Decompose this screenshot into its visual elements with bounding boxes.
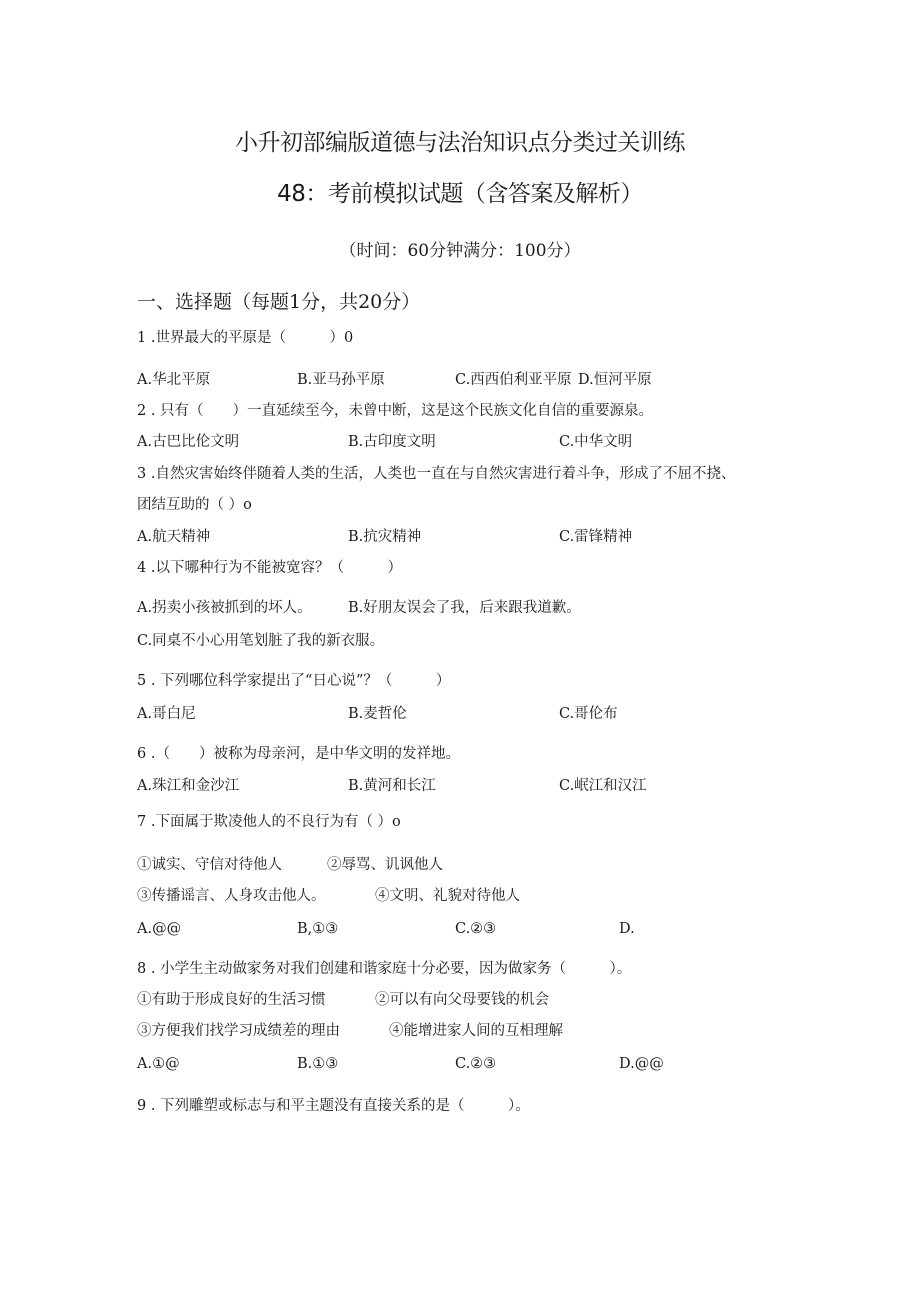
question-4-stem: 4 .以下哪种行为不能被宽容？（ ） <box>137 560 402 576</box>
q1-option-c: C.西西伯利亚平原 <box>455 372 572 388</box>
q1-option-d: D.恒河平原 <box>578 372 652 388</box>
q8-option-b: B.①③ <box>297 1056 339 1072</box>
question-3-stem-cont: 团结互助的（ ）o <box>137 497 252 513</box>
question-1-stem: 1 .世界最大的平原是（ ）0 <box>137 330 354 346</box>
q4-option-a: A.拐卖小孩被抓到的坏人。 <box>137 600 312 616</box>
q7-item-3: ③传播谣言、人身攻击他人。 <box>137 888 326 904</box>
q1-option-a: A.华北平原 <box>137 372 211 388</box>
q4-option-c: C.同桌不小心用笔划脏了我的新衣服。 <box>137 633 385 649</box>
exam-time-score: （时间：60分钟满分：100分） <box>339 241 581 261</box>
q6-option-b: B.黄河和长江 <box>348 778 436 794</box>
question-8-stem: 8 . 小学生主动做家务对我们创建和谐家庭十分必要，因为做家务（ ）。 <box>137 961 632 977</box>
q3-option-a: A.航天精神 <box>137 529 211 545</box>
q1-option-b: B.亚马孙平原 <box>297 372 385 388</box>
question-5-stem: 5 . 下列哪位科学家提出了“日心说”？（ ） <box>137 673 451 689</box>
q2-option-b: B.古印度文明 <box>348 434 436 450</box>
q8-option-d: D.@@ <box>619 1056 664 1072</box>
section-heading: 一、选择题（每题1分，共20分） <box>137 291 421 313</box>
q8-item-2: ②可以有向父母要钱的机会 <box>375 992 549 1008</box>
q8-item-1: ①有助于形成良好的生活习惯 <box>137 992 326 1008</box>
document-title-line1: 小升初部编版道德与法治知识点分类过关训练 <box>235 130 685 156</box>
q7-option-a: A.@@ <box>137 921 182 937</box>
q8-option-c: C.②③ <box>455 1056 497 1072</box>
q2-option-a: A.古巴比伦文明 <box>137 434 240 450</box>
question-7-stem: 7 .下面属于欺凌他人的不良行为有（ ）o <box>137 814 401 830</box>
q6-option-a: A.珠江和金沙江 <box>137 778 240 794</box>
q7-item-4: ④文明、礼貌对待他人 <box>375 888 520 904</box>
q7-option-d: D. <box>619 921 635 937</box>
question-2-stem: 2 . 只有（ ）一直延续至今，未曾中断，这是这个民族文化自信的重要源泉。 <box>137 403 654 419</box>
q5-option-b: B.麦哲伦 <box>348 706 407 722</box>
q5-option-a: A.哥白尼 <box>137 706 196 722</box>
q7-item-2: ②辱骂、讥讽他人 <box>327 857 443 873</box>
q7-item-1: ①诚实、守信对待他人 <box>137 857 282 873</box>
q2-option-c: C.中华文明 <box>559 434 633 450</box>
question-6-stem: 6 .（ ）被称为母亲河，是中华文明的发祥地。 <box>137 746 460 762</box>
q3-option-c: C.雷锋精神 <box>559 529 633 545</box>
q7-option-c: C.②③ <box>455 921 497 937</box>
q3-option-b: B.抗灾精神 <box>348 529 422 545</box>
question-9-stem: 9 . 下列雕塑或标志与和平主题没有直接关系的是（ ）。 <box>137 1098 530 1114</box>
q5-option-c: C.哥伦布 <box>559 706 618 722</box>
document-title-line2: 48：考前模拟试题（含答案及解析） <box>277 181 643 207</box>
question-3-stem: 3 .自然灾害始终伴随着人类的生活，人类也一直在与自然灾害进行着斗争，形成了不屈不挠、 <box>137 466 736 482</box>
q8-item-3: ③方便我们找学习成绩差的理由 <box>137 1023 340 1039</box>
q8-option-a: A.①@ <box>137 1056 180 1072</box>
q7-option-b: B,①③ <box>297 921 339 937</box>
q8-item-4: ④能增进家人间的互相理解 <box>389 1023 563 1039</box>
q4-option-b: B.好朋友误会了我，后来跟我道歉。 <box>348 600 581 616</box>
q6-option-c: C.岷江和汉江 <box>559 778 647 794</box>
